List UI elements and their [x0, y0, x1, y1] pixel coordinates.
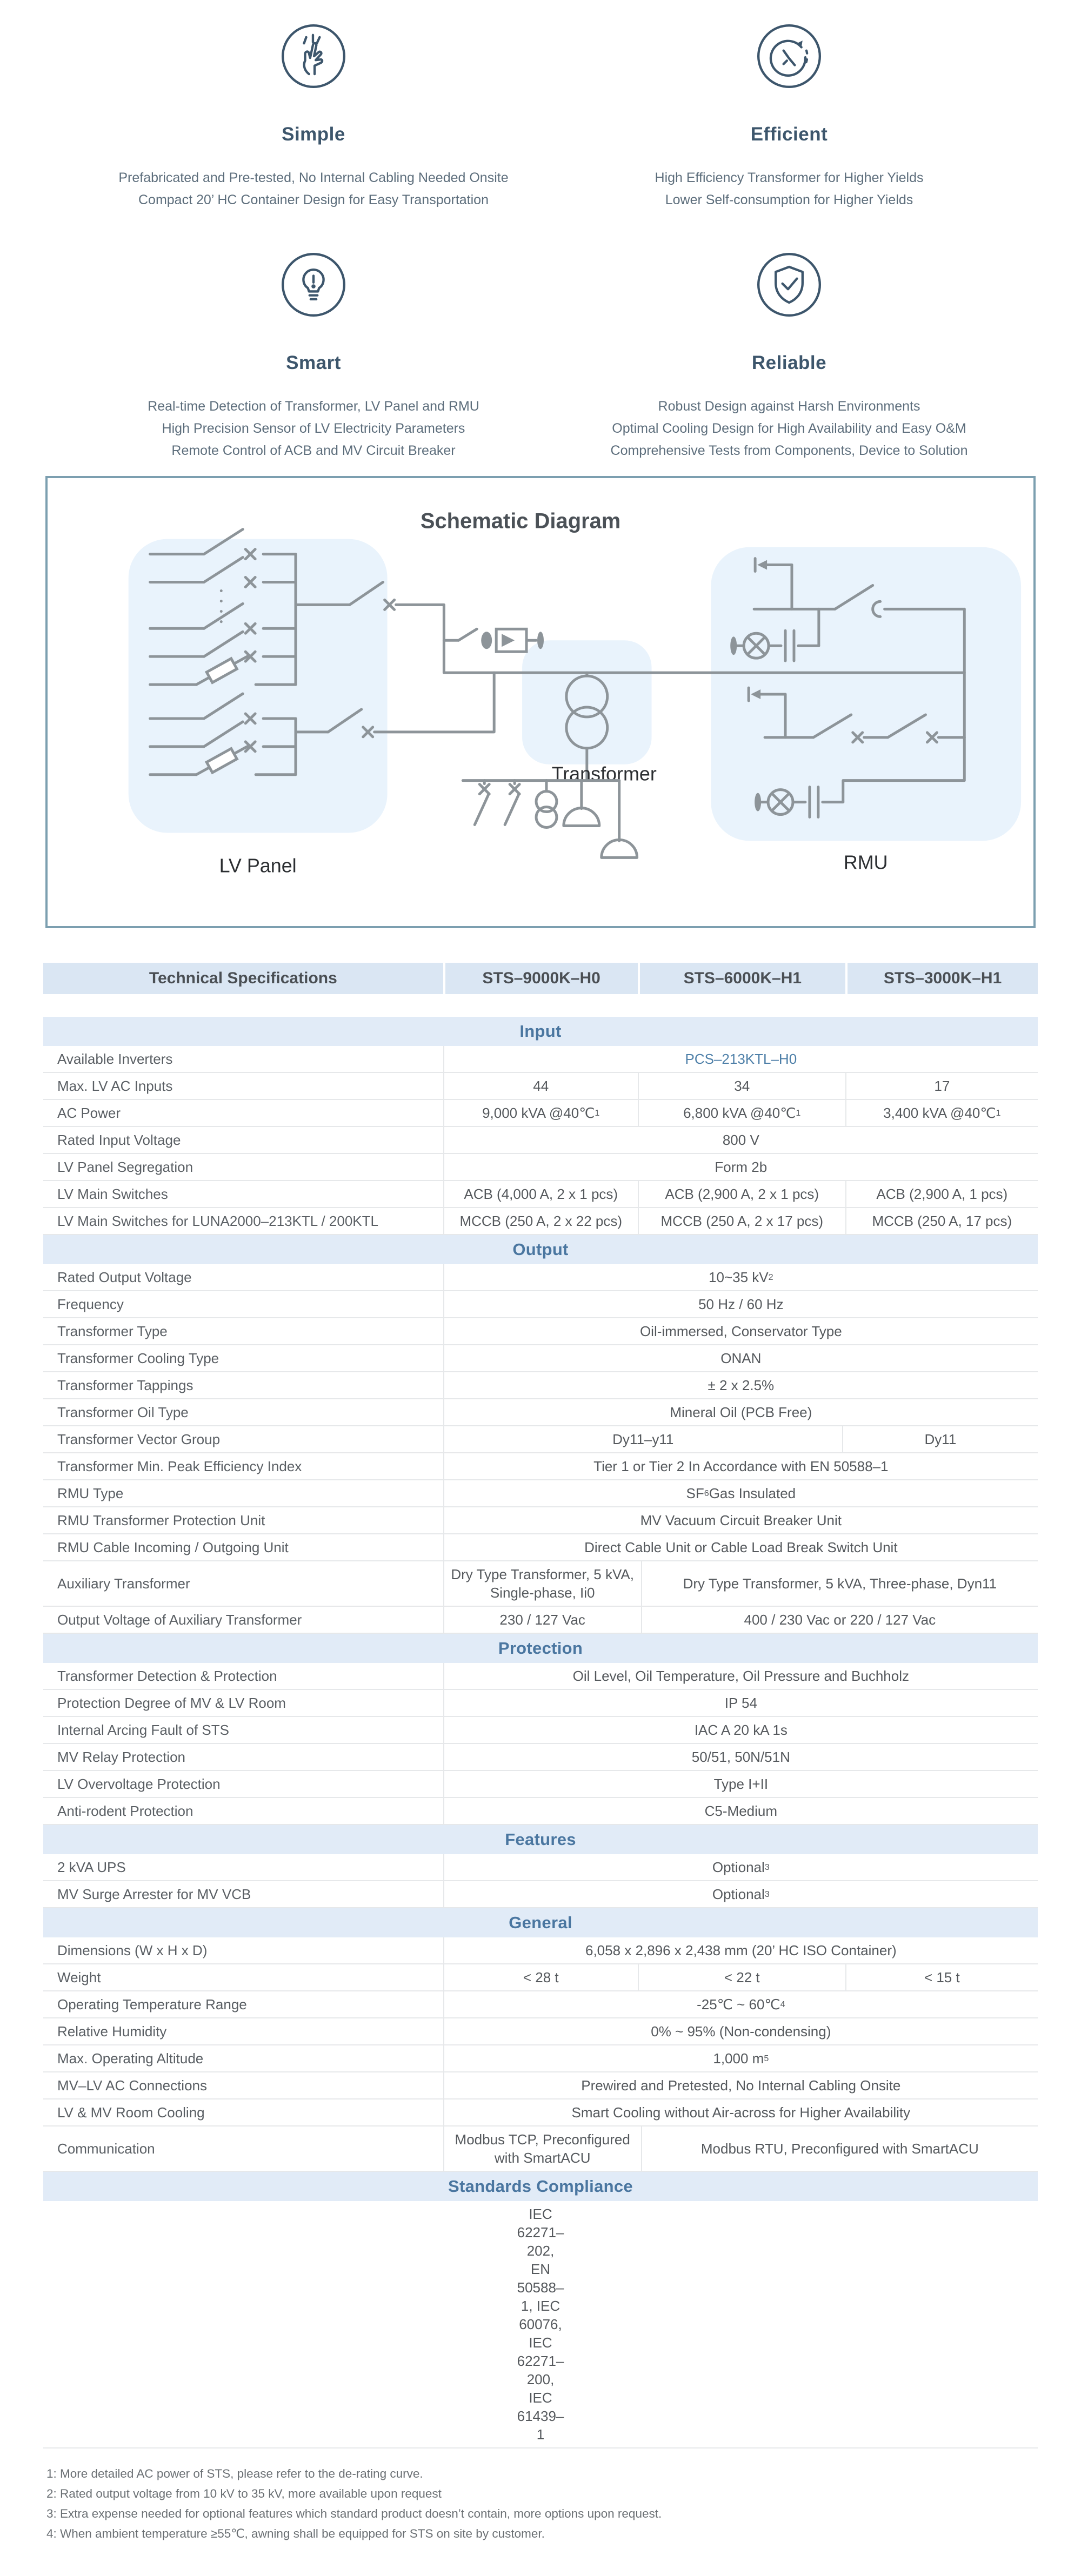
technical-specifications-table — [43, 963, 1038, 2448]
spec-cell: 0% ~ 95% (Non-condensing) — [443, 2018, 1038, 2044]
spec-row-label: Max. LV AC Inputs — [57, 1078, 173, 1094]
spec-row — [43, 1291, 1038, 1318]
spec-header-column: STS–6000K–H1 — [638, 963, 846, 994]
aux-bus — [463, 781, 637, 858]
spec-cell: Mineral Oil (PCB Free) — [443, 1399, 1038, 1425]
spec-row-values — [443, 1881, 1038, 1907]
spec-row — [43, 1046, 1038, 1073]
spec-row-values — [443, 1453, 1038, 1479]
feature-grid — [76, 0, 1081, 462]
section-header-standards-compliance: Standards Compliance — [43, 2172, 1038, 2201]
feature-line: Compact 20’ HC Container Design for Easy Transportation — [138, 192, 489, 207]
diagram-title: Schematic Diagram — [420, 509, 621, 533]
spec-cell: 34 — [638, 1073, 845, 1099]
spec-row-label: Rated Input Voltage — [57, 1132, 181, 1148]
spec-cell: MCCB (250 A, 2 x 17 pcs) — [638, 1208, 845, 1234]
spec-row-values — [443, 1717, 1038, 1743]
spec-row — [43, 1073, 1038, 1100]
spec-row-values — [443, 1937, 1038, 1963]
footnote-item: 1: More detailed AC power of STS, please refer to the de-rating curve. — [46, 2467, 423, 2480]
spec-row-values — [443, 2099, 1038, 2125]
spec-row-label: Transformer Vector Group — [57, 1431, 221, 1447]
spec-row — [43, 1372, 1038, 1399]
spec-row — [43, 1744, 1038, 1771]
spec-row — [43, 2018, 1038, 2045]
footnote-item: 3: Extra expense needed for optional features which standard product doesn’t contain, more options upon request. — [46, 2507, 662, 2520]
spec-cell: < 22 t — [638, 1964, 845, 1990]
spec-row-values — [443, 1100, 1038, 1126]
spec-cell: ± 2 x 2.5% — [443, 1372, 1038, 1398]
spec-cell: Form 2b — [443, 1154, 1038, 1180]
spec-row-values — [443, 1264, 1038, 1290]
spec-cell: 400 / 230 Vac or 220 / 127 Vac — [641, 1607, 1038, 1633]
spec-cell: 50/51, 50N/51N — [443, 1744, 1038, 1770]
spec-row — [43, 1181, 1038, 1208]
spec-cell: 6,800 kVA @40℃ 1 — [638, 1100, 845, 1126]
spec-table-body — [43, 1017, 1038, 2448]
feature-line: High Precision Sensor of LV Electricity Parameters — [162, 421, 465, 436]
spec-cell: Dy11–y11 — [443, 1426, 842, 1452]
spec-cell: Type I+II — [443, 1771, 1038, 1797]
spec-row — [43, 2072, 1038, 2099]
spec-row-label: Communication — [57, 2141, 155, 2157]
spec-header-column: STS–3000K–H1 — [845, 963, 1038, 994]
feature-line: Lower Self-consumption for Higher Yields — [665, 192, 913, 207]
spec-cell: IEC 62271–202, EN 50588–1, IEC 60076, IEC 62271–200, IEC 61439–1 — [517, 2206, 564, 2443]
spec-row — [43, 1964, 1038, 1991]
spec-row-label: Output Voltage of Auxiliary Transformer — [57, 1612, 302, 1628]
spec-cell: Oil-immersed, Conservator Type — [443, 1318, 1038, 1344]
spec-cell: 17 — [845, 1073, 1038, 1099]
spec-row — [43, 1881, 1038, 1908]
spec-row-values — [443, 1372, 1038, 1398]
spec-row — [43, 1663, 1038, 1690]
spec-row-label: Anti-rodent Protection — [57, 1803, 193, 1819]
spec-cell: 9,000 kVA @40℃ 1 — [443, 1100, 638, 1126]
spec-cell: Direct Cable Unit or Cable Load Break Switch Unit — [443, 1534, 1038, 1560]
spec-row-values — [443, 1345, 1038, 1371]
spec-cell: Optional 3 — [443, 1881, 1038, 1907]
spec-row-label: Operating Temperature Range — [57, 1996, 247, 2013]
spec-row-label: Transformer Min. Peak Efficiency Index — [57, 1458, 302, 1474]
spec-row — [43, 1208, 1038, 1235]
spec-row — [43, 1798, 1038, 1825]
feature-description — [551, 395, 1027, 462]
spec-cell: MV Vacuum Circuit Breaker Unit — [443, 1507, 1038, 1533]
bulb-alert-icon — [280, 251, 347, 318]
spec-row-values — [443, 1607, 1038, 1633]
feature-title: Simple — [282, 124, 345, 145]
section-header-output: Output — [43, 1235, 1038, 1264]
spec-cell: C5-Medium — [443, 1798, 1038, 1824]
spec-cell: PCS–213KTL–H0 — [443, 1046, 1038, 1072]
spec-row-values — [443, 1561, 1038, 1606]
footnote-item: 4: When ambient temperature ≥55℃, awning shall be equipped for STS on site by customer. — [46, 2527, 545, 2540]
feature-title: Reliable — [751, 352, 827, 373]
section-header-general: General — [43, 1908, 1038, 1937]
spec-row — [43, 1264, 1038, 1291]
finger-snap-icon — [280, 23, 347, 90]
spec-row — [43, 2126, 1038, 2172]
spec-row-values — [443, 1046, 1038, 1072]
feature-title: Efficient — [750, 124, 828, 145]
spec-row — [43, 1318, 1038, 1345]
feature-line: Robust Design against Harsh Environments — [658, 399, 920, 414]
spec-cell: ACB (2,900 A, 1 pcs) — [845, 1181, 1038, 1207]
spec-row — [43, 1453, 1038, 1480]
spec-row — [43, 1771, 1038, 1798]
spec-row-values — [443, 1426, 1038, 1452]
spec-row-values — [443, 1854, 1038, 1880]
spec-row-values — [443, 1073, 1038, 1099]
section-header-protection: Protection — [43, 1634, 1038, 1663]
spec-row — [43, 1426, 1038, 1453]
spec-row-label: RMU Transformer Protection Unit — [57, 1512, 265, 1528]
spec-row-values — [443, 1744, 1038, 1770]
spec-cell: Modbus TCP, Preconfigured with SmartACU — [443, 2126, 641, 2171]
feature-line: High Efficiency Transformer for Higher Yields — [655, 170, 924, 185]
spec-cell: ACB (2,900 A, 2 x 1 pcs) — [638, 1181, 845, 1207]
clock-cycle-icon — [756, 23, 823, 90]
spec-row-label: MV Relay Protection — [57, 1749, 185, 1765]
spec-row-label: RMU Type — [57, 1485, 124, 1501]
spec-cell: Tier 1 or Tier 2 In Accordance with EN 50588–1 — [443, 1453, 1038, 1479]
shield-check-icon — [756, 251, 823, 318]
spec-row — [43, 1534, 1038, 1561]
feature-line: Comprehensive Tests from Components, Device to Solution — [610, 443, 968, 458]
spec-row-values — [443, 2018, 1038, 2044]
footnote-item: 2: Rated output voltage from 10 kV to 35 kV, more available upon request — [46, 2487, 442, 2500]
spec-row-label: Transformer Tappings — [57, 1377, 193, 1393]
spec-row-values — [443, 1507, 1038, 1533]
transformer-zone — [522, 640, 651, 764]
spec-row-values — [443, 1771, 1038, 1797]
spec-row — [43, 1717, 1038, 1744]
spec-row-values — [443, 1663, 1038, 1689]
spec-row-values — [443, 1127, 1038, 1153]
spec-row-values — [443, 1964, 1038, 1990]
spec-cell: < 15 t — [845, 1964, 1038, 1990]
spec-row-label: Available Inverters — [57, 1051, 173, 1067]
section-header-input: Input — [43, 1017, 1038, 1046]
spec-cell: 230 / 127 Vac — [443, 1607, 641, 1633]
spec-cell: 44 — [443, 1073, 638, 1099]
spec-table-header — [43, 963, 1038, 994]
feature-line: Prefabricated and Pre-tested, No Internal Cabling Needed Onsite — [118, 170, 509, 185]
spec-row-label: Transformer Oil Type — [57, 1404, 189, 1420]
spec-row-label: RMU Cable Incoming / Outgoing Unit — [57, 1539, 289, 1555]
feature-description — [551, 167, 1027, 211]
rmu-label: RMU — [843, 851, 888, 874]
footnotes — [46, 2464, 1081, 2576]
spec-row-values — [443, 1690, 1038, 1716]
spec-row-label: Max. Operating Altitude — [57, 2050, 204, 2067]
spec-cell: Optional 3 — [443, 1854, 1038, 1880]
spec-row — [43, 1507, 1038, 1534]
spec-row-label: Transformer Detection & Protection — [57, 1668, 277, 1684]
spec-cell: Dy11 — [842, 1426, 1038, 1452]
spec-row-values — [443, 2126, 1038, 2171]
spec-row — [43, 1854, 1038, 1881]
spec-cell: -25℃ ~ 60℃ 4 — [443, 1991, 1038, 2017]
spec-cell: 6,058 x 2,896 x 2,438 mm (20’ HC ISO Container) — [443, 1937, 1038, 1963]
lv-metering-branch — [444, 629, 544, 652]
spec-row-label: Transformer Cooling Type — [57, 1350, 219, 1366]
spec-row — [43, 1345, 1038, 1372]
spec-row-label: Weight — [57, 1969, 101, 1985]
spec-cell: Modbus RTU, Preconfigured with SmartACU — [641, 2126, 1038, 2171]
spec-row-label: MV Surge Arrester for MV VCB — [57, 1886, 251, 1902]
feature-simple — [76, 23, 551, 211]
spec-row — [43, 1399, 1038, 1426]
spec-row-values — [443, 1798, 1038, 1824]
spec-row-values — [443, 1181, 1038, 1207]
spec-row-label: MV–LV AC Connections — [57, 2077, 207, 2094]
feature-title: Smart — [286, 352, 341, 373]
spec-cell: ONAN — [443, 1345, 1038, 1371]
spec-row — [43, 1127, 1038, 1154]
spec-row-label: Auxiliary Transformer — [57, 1575, 190, 1592]
spec-row-values — [443, 1208, 1038, 1234]
spec-row-label: 2 kVA UPS — [57, 1859, 126, 1875]
spec-row — [43, 1937, 1038, 1964]
spec-row — [43, 2099, 1038, 2126]
spec-row-label: LV Main Switches — [57, 1186, 168, 1202]
spec-row-label: LV Main Switches for LUNA2000–213KTL / 200KTL — [57, 1213, 378, 1229]
spec-cell: Dry Type Transformer, 5 kVA, Three-phase, Dyn11 — [641, 1561, 1038, 1606]
spec-row-values — [443, 1991, 1038, 2017]
spec-cell: ACB (4,000 A, 2 x 1 pcs) — [443, 1181, 638, 1207]
spec-cell: 10~35 kV 2 — [443, 1264, 1038, 1290]
spec-row-label: LV Panel Segregation — [57, 1159, 193, 1175]
spec-header-label: Technical Specifications — [149, 969, 337, 987]
spec-row — [43, 2201, 1038, 2448]
spec-cell: 800 V — [443, 1127, 1038, 1153]
spec-row-label: Dimensions (W x H x D) — [57, 1942, 208, 1958]
spec-row-label: LV Overvoltage Protection — [57, 1776, 221, 1792]
schematic-diagram — [48, 478, 1033, 926]
spec-cell: SF 6 Gas Insulated — [443, 1480, 1038, 1506]
spec-row-label: Relative Humidity — [57, 2023, 167, 2040]
spec-row — [43, 1154, 1038, 1181]
spec-row — [43, 1607, 1038, 1634]
feature-line: Optimal Cooling Design for High Availability and Easy O&M — [612, 421, 966, 436]
spec-row-values — [443, 1154, 1038, 1180]
spec-row-label: Internal Arcing Fault of STS — [57, 1722, 229, 1738]
spec-cell: Smart Cooling without Air-across for Higher Availability — [443, 2099, 1038, 2125]
section-header-features: Features — [43, 1825, 1038, 1854]
spec-cell: Prewired and Pretested, No Internal Cabling Onsite — [443, 2072, 1038, 2098]
feature-description — [76, 395, 551, 462]
spec-row-values — [443, 1534, 1038, 1560]
spec-cell: MCCB (250 A, 17 pcs) — [845, 1208, 1038, 1234]
spec-row-values — [443, 1291, 1038, 1317]
spec-cell: < 28 t — [443, 1964, 638, 1990]
spec-cell: 3,400 kVA @40℃ 1 — [845, 1100, 1038, 1126]
spec-cell: MCCB (250 A, 2 x 22 pcs) — [443, 1208, 638, 1234]
spec-cell: 1,000 m 5 — [443, 2045, 1038, 2071]
spec-header-column: STS–9000K–H0 — [443, 963, 638, 994]
transformer-label: Transformer — [551, 762, 657, 785]
spec-row — [43, 2045, 1038, 2072]
spec-row-label: LV & MV Room Cooling — [57, 2104, 205, 2121]
feature-reliable — [551, 251, 1027, 462]
spec-row-label: Protection Degree of MV & LV Room — [57, 1695, 286, 1711]
spec-cell: IAC A 20 kA 1s — [443, 1717, 1038, 1743]
lv-panel-label: LV Panel — [219, 854, 297, 877]
spec-row-label: AC Power — [57, 1105, 121, 1121]
feature-smart — [76, 251, 551, 462]
spec-row — [43, 1561, 1038, 1607]
spec-cell: IP 54 — [443, 1690, 1038, 1716]
spec-row — [43, 1690, 1038, 1717]
feature-line: Remote Control of ACB and MV Circuit Breaker — [171, 443, 456, 458]
spec-cell: 50 Hz / 60 Hz — [443, 1291, 1038, 1317]
spec-row-values — [443, 1480, 1038, 1506]
spec-row-values — [443, 2072, 1038, 2098]
spec-row-values — [443, 1399, 1038, 1425]
spec-row-values — [443, 1318, 1038, 1344]
spec-cell: Oil Level, Oil Temperature, Oil Pressure and Buchholz — [443, 1663, 1038, 1689]
spec-row-values — [443, 2045, 1038, 2071]
spec-row — [43, 1480, 1038, 1507]
feature-line: Real-time Detection of Transformer, LV Panel and RMU — [148, 399, 479, 414]
spec-cell: Dry Type Transformer, 5 kVA, Single-phase, Ii0 — [443, 1561, 641, 1606]
feature-efficient — [551, 23, 1027, 211]
feature-description — [76, 167, 551, 211]
spec-row-label: Frequency — [57, 1296, 124, 1312]
spec-row — [43, 1100, 1038, 1127]
schematic-diagram-panel — [45, 476, 1036, 928]
spec-row-label: Rated Output Voltage — [57, 1269, 192, 1285]
spec-row — [43, 1991, 1038, 2018]
spec-row-label: Transformer Type — [57, 1323, 168, 1339]
